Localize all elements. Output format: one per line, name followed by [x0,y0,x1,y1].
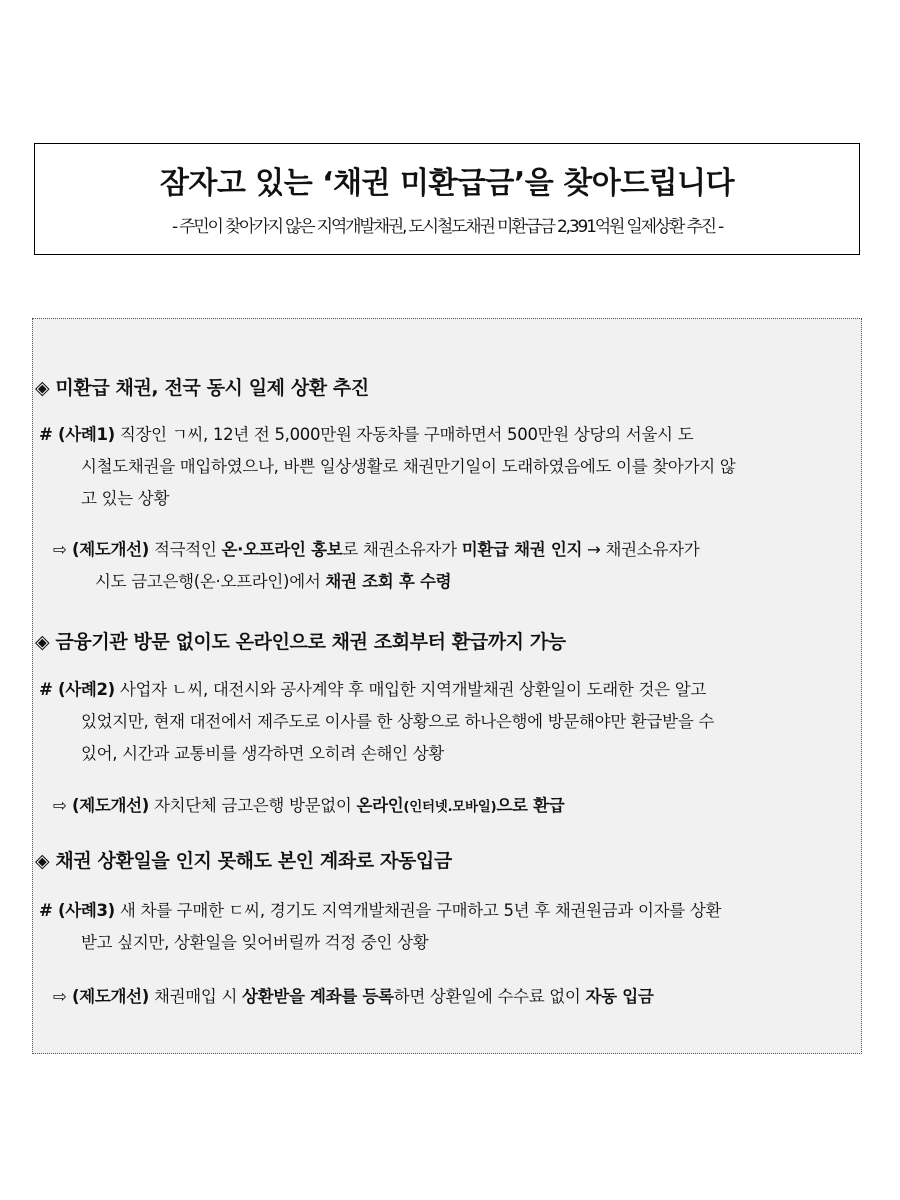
content-box [32,318,862,1054]
page-title: 잠자고 있는 ‘채권 미환급금’을 찾아드립니다 [159,166,735,201]
case-line: 있었지만, 현재 대전에서 제주도로 이사를 한 상황으로 하나은행에 방문해야만 환급받을 수 [81,712,715,731]
fix-line [53,534,859,566]
fix-text: 채권매입 시 [149,987,243,1006]
page-subtitle: - 주민이 찾아가지 않은 지역개발채권, 도시철도채권 미환급금 2,391억원 일제상환 추진 - [171,217,723,237]
fix-text: 로 채권소유자가 [342,540,462,559]
fix-line [53,790,859,823]
fix-emphasis: 온·오프라인 홍보 [221,540,343,559]
case-line: 있어, 시간과 교통비를 생각하면 오히려 손해인 상황 [81,744,445,763]
section-1-case [39,419,857,515]
fix-text: 적극적인 [149,540,222,559]
fix-text: 시도 금고은행(온·오프라인)에서 [95,572,326,591]
fix-text: 하면 상환일에 수수료 없이 [393,987,586,1006]
arrow-icon: ⇨ [53,540,67,559]
case-text: 사업자 ㄴ씨, 대전시와 공사계약 후 매입한 지역개발채권 상환일이 도래한 것은 알고 [114,680,706,699]
fix-emphasis: 채권 조회 후 수령 [325,572,452,591]
section-1-heading: ◈ 미환급 채권, 전국 동시 일제 상환 추진 [35,377,369,399]
fix-text: → 채권소유자가 [582,540,700,559]
case-line [39,895,857,927]
fix-emphasis: 으로 환급 [496,796,565,815]
section-3-fix [53,981,859,1013]
case-line [39,419,857,451]
section-2-case [39,674,857,770]
fix-emphasis: 자동 입금 [585,987,654,1006]
arrow-icon: ⇨ [53,987,67,1006]
case-text: 직장인 ㄱ씨, 12년 전 5,000만원 자동차를 구매하면서 500만원 상당의 서울시 도 [114,425,694,444]
arrow-icon: ⇨ [53,796,67,815]
section-3-case [39,895,857,959]
section-2-fix [53,790,859,823]
section-1-fix [53,534,859,598]
fix-line [53,566,859,598]
case-line: 시철도채권을 매입하였으나, 바쁜 일상생활로 채권만기일이 도래하였음에도 이를 찾아가지 않 [81,457,736,476]
case-prefix: # (사례3) [39,901,115,920]
fix-line [53,981,859,1013]
fix-label: (제도개선) [66,796,150,815]
section-3-heading: ◈ 채권 상환일을 인지 못해도 본인 계좌로 자동입금 [35,850,452,872]
fix-label: (제도개선) [66,987,150,1006]
section-2-heading: ◈ 금융기관 방문 없이도 온라인으로 채권 조회부터 환급까지 가능 [35,631,566,653]
case-line [39,674,857,706]
fix-emphasis: 상환받을 계좌를 등록 [242,987,394,1006]
case-line: 받고 싶지만, 상환일을 잊어버릴까 걱정 중인 상황 [81,933,429,952]
title-box [34,143,860,255]
fix-text: 자치단체 금고은행 방문없이 [149,796,357,815]
case-prefix: # (사례2) [39,680,115,699]
fix-emphasis: 미환급 채권 인지 [461,540,583,559]
case-prefix: # (사례1) [39,425,115,444]
case-line: 고 있는 상황 [81,489,170,508]
fix-small-text: (인터넷.모바일) [403,799,497,815]
case-text: 새 차를 구매한 ㄷ씨, 경기도 지역개발채권을 구매하고 5년 후 채권원금과 이자를 상환 [114,901,722,920]
fix-label: (제도개선) [66,540,150,559]
fix-emphasis: 온라인 [356,796,404,815]
